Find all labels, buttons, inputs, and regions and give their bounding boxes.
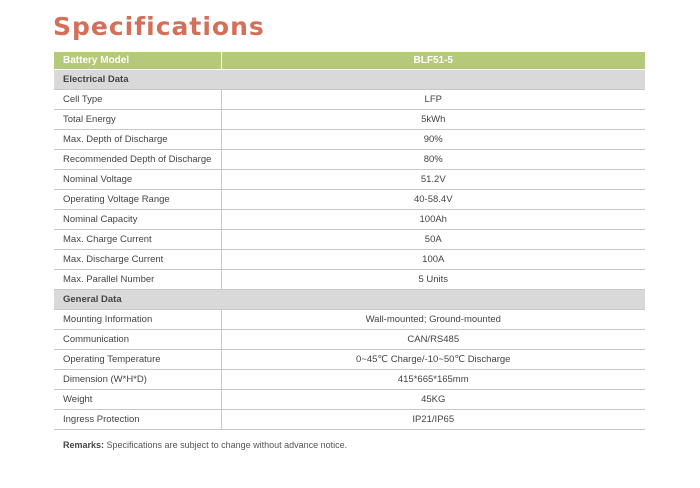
table-row [54,90,645,110]
table-row [54,210,645,230]
spec-label: Cell Type [54,90,221,110]
spec-label: Total Energy [54,110,221,130]
table-row [54,390,645,410]
battery-model-value: BLF51-5 [221,52,645,70]
spec-value: 5kWh [221,110,645,130]
table-header-row [54,52,645,70]
spec-value: 80% [221,150,645,170]
table-row [54,130,645,150]
spec-label: Nominal Voltage [54,170,221,190]
section-title: Electrical Data [54,70,645,90]
spec-label: Mounting Information [54,310,221,330]
spec-value: 40-58.4V [221,190,645,210]
spec-label: Ingress Protection [54,410,221,430]
table-row [54,190,645,210]
spec-value: Wall-mounted; Ground-mounted [221,310,645,330]
spec-label: Max. Charge Current [54,230,221,250]
spec-value: CAN/RS485 [221,330,645,350]
table-row [54,350,645,370]
remarks-label: Remarks: [63,440,105,450]
table-row [54,110,645,130]
remarks-text: Specifications are subject to change without advance notice. [104,440,348,450]
spec-value: 90% [221,130,645,150]
spec-label: Nominal Capacity [54,210,221,230]
remarks-note [63,440,347,450]
section-header-row [54,290,645,310]
spec-value: 45KG [221,390,645,410]
table-row [54,170,645,190]
spec-label: Communication [54,330,221,350]
spec-label: Recommended Depth of Discharge [54,150,221,170]
spec-value: LFP [221,90,645,110]
spec-label: Dimension (W*H*D) [54,370,221,390]
spec-value: 100A [221,250,645,270]
spec-value: IP21/IP65 [221,410,645,430]
table-row [54,310,645,330]
page-title: Specifications [53,12,265,41]
section-header-row [54,70,645,90]
table-row [54,270,645,290]
battery-model-label: Battery Model [54,52,221,70]
table-row [54,230,645,250]
table-row [54,250,645,270]
spec-label: Max. Depth of Discharge [54,130,221,150]
spec-value: 415*665*165mm [221,370,645,390]
specifications-table [54,52,645,430]
spec-label: Operating Temperature [54,350,221,370]
spec-label: Weight [54,390,221,410]
spec-value: 5 Units [221,270,645,290]
spec-value: 0~45℃ Charge/-10~50℃ Discharge [221,350,645,370]
spec-value: 50A [221,230,645,250]
spec-value: 100Ah [221,210,645,230]
spec-label: Operating Voltage Range [54,190,221,210]
spec-label: Max. Parallel Number [54,270,221,290]
table-body [54,70,645,430]
table-row [54,150,645,170]
section-title: General Data [54,290,645,310]
spec-value: 51.2V [221,170,645,190]
table-row [54,330,645,350]
table-row [54,410,645,430]
spec-label: Max. Discharge Current [54,250,221,270]
table-row [54,370,645,390]
